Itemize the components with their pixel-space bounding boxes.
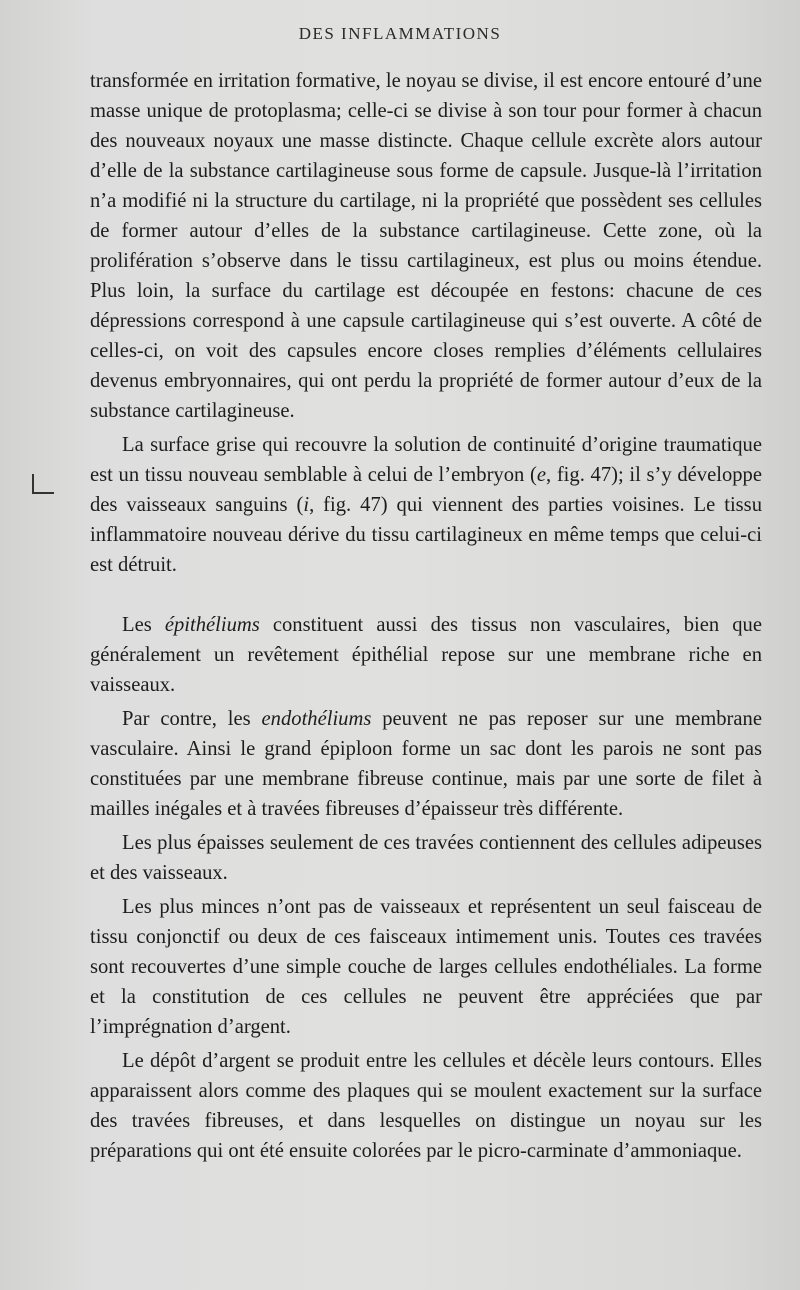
paragraph-5: Les plus épaisses seulement de ces travées contiennent des cellules adipeuses et des vaisseaux. [90,832,762,884]
paragraph-1: transformée en irritation formative, le noyau se divise, il est encore entouré d’une masse unique de protoplasma; celle-ci se divise à son tour pour former à chacun des nouveaux noyaux une masse distincte. Chaque cellule excrète alors autour d’elle de la substance cartilagineuse sous forme de capsule. Jusque-là l’irritation n’a modifié ni la structure du cartilage, ni la propriété que possèdent ses cellules de former autour d’elles de la substance cartilagineuse. Cette zone, où la prolifération s’observe dans le tissu cartilagineux, est plus ou moins étendue. Plus loin, la surface du cartilage est découpée en festons: chacune de ces dépressions correspond à une capsule cartilagineuse qui s’est ouverte. A côté de celles-ci, on voit des capsules encore closes remplies d’éléments cellulaires devenus embryonnaires, qui ont perdu la propriété de former autour d’eux de la substance cartilagineuse. [90,70,762,422]
body-text [90,66,762,1166]
paragraph-3: Les épithéliums constituent aussi des tissus non vasculaires, bien que généralement un revêtement épithélial repose sur une membrane riche en vaisseaux. [90,614,762,696]
paragraph-7: Le dépôt d’argent se produit entre les cellules et décèle leurs contours. Elles apparaissent alors comme des plaques qui se moulent exactement sur la surface des travées fibreuses, et dans lesquelles on distingue un noyau sur les préparations qui ont été ensuite colorées par le picro-carminate d’ammoniaque. [90,1050,762,1162]
paragraph-2: La surface grise qui recouvre la solution de continuité d’origine traumatique est un tissu nouveau semblable à celui de l’embryon (e, fig. 47); il s’y développe des vaisseaux sanguins (i, fig. 47) qui viennent des parties voisines. Le tissu inflammatoire nouveau dérive du tissu cartilagineux en même temps que celui-ci est détruit. [90,434,762,576]
paragraph-4: Par contre, les endothéliums peuvent ne pas reposer sur une membrane vasculaire. Ainsi le grand épiploon forme un sac dont les parois ne sont pas constituées par une membrane fibreuse continue, mais par une sorte de filet à mailles inégales et à travées fibreuses d’épaisseur très différente. [90,708,762,820]
margin-pencil-mark [32,474,54,494]
paragraph-6: Les plus minces n’ont pas de vaisseaux et représentent un seul faisceau de tissu conjonctif ou deux de ces faisceaux intimement unis. Toutes ces travées sont recouvertes d’une simple couche de larges cellules endothéliales. La forme et la constitution de ces cellules ne peuvent être appréciées que par l’imprégnation d’argent. [90,896,762,1038]
running-header: DES INFLAMMATIONS [298,24,502,43]
